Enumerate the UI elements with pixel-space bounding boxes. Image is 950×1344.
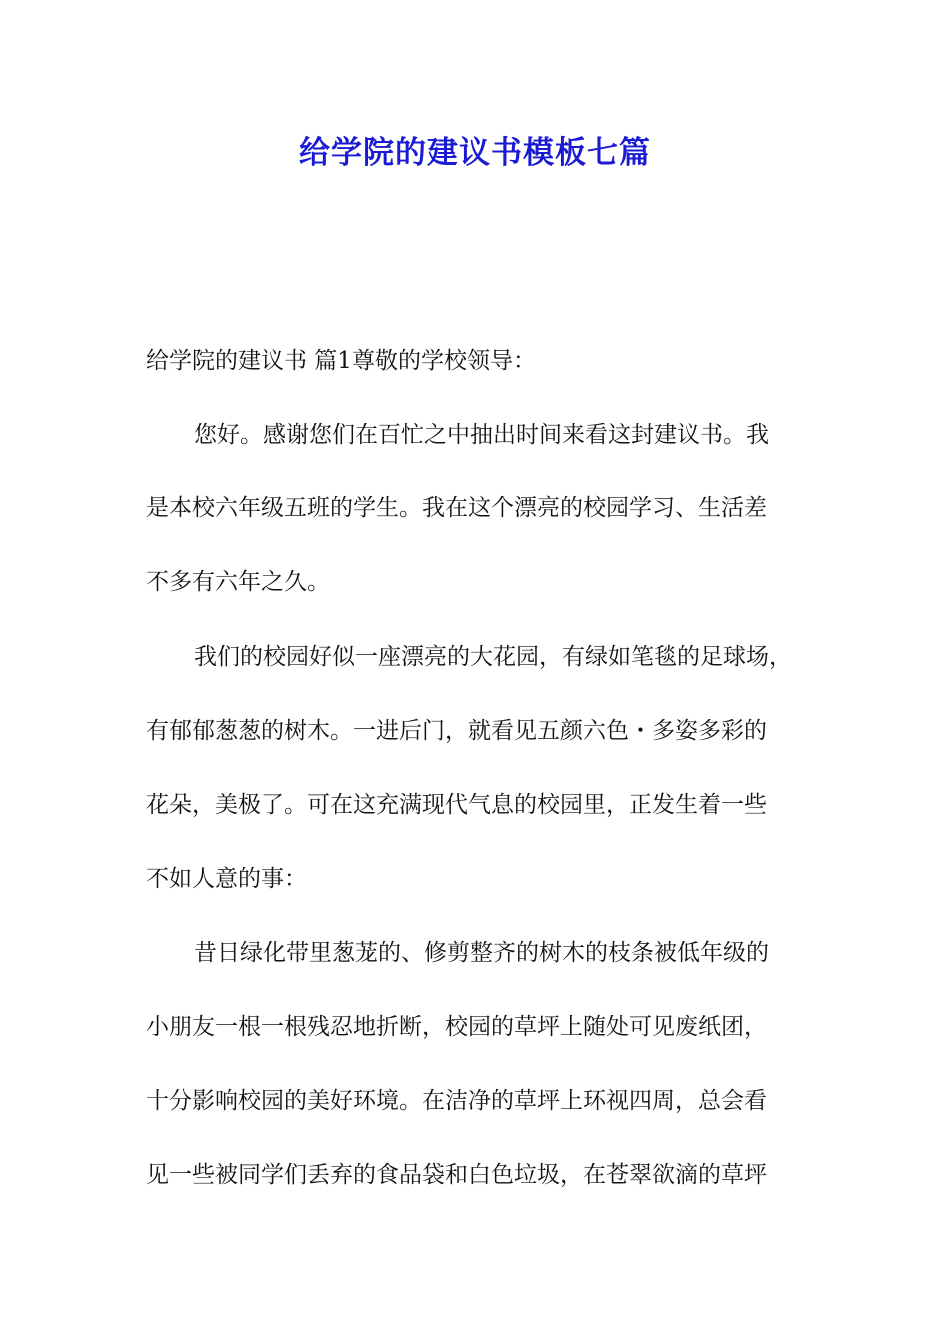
paragraph-line: 昔日绿化带里葱茏的、修剪整齐的树木的枝条被低年级的 <box>194 940 769 966</box>
paragraph-line: 是本校六年级五班的学生。我在这个漂亮的校园学习、生活差 <box>146 495 767 521</box>
document-title: 给学院的建议书模板七篇 <box>299 135 651 171</box>
paragraph-line-salutation: 给学院的建议书 篇1尊敬的学校领导： <box>146 348 536 374</box>
paragraph-line: 您好。感谢您们在百忙之中抽出时间来看这封建议书。我 <box>194 422 769 448</box>
paragraph-line: 不多有六年之久。 <box>146 569 330 595</box>
paragraph-line: 我们的校园好似一座漂亮的大花园，有绿如笔毯的足球场， <box>194 644 792 670</box>
paragraph-line: 十分影响校园的美好环境。在洁净的草坪上环视四周，总会看 <box>146 1088 767 1114</box>
paragraph-line: 花朵，美极了。可在这充满现代气息的校园里，正发生着一些 <box>146 792 767 818</box>
paragraph-line: 见一些被同学们丢弃的食品袋和白色垃圾，在苍翠欲滴的草坪 <box>146 1162 767 1188</box>
paragraph-line: 有郁郁葱葱的树木。一进后门，就看见五颜六色・多姿多彩的 <box>146 718 767 744</box>
paragraph-line: 不如人意的事： <box>146 866 307 892</box>
paragraph-line: 小朋友一根一根残忍地折断，校园的草坪上随处可见废纸团， <box>146 1014 767 1040</box>
